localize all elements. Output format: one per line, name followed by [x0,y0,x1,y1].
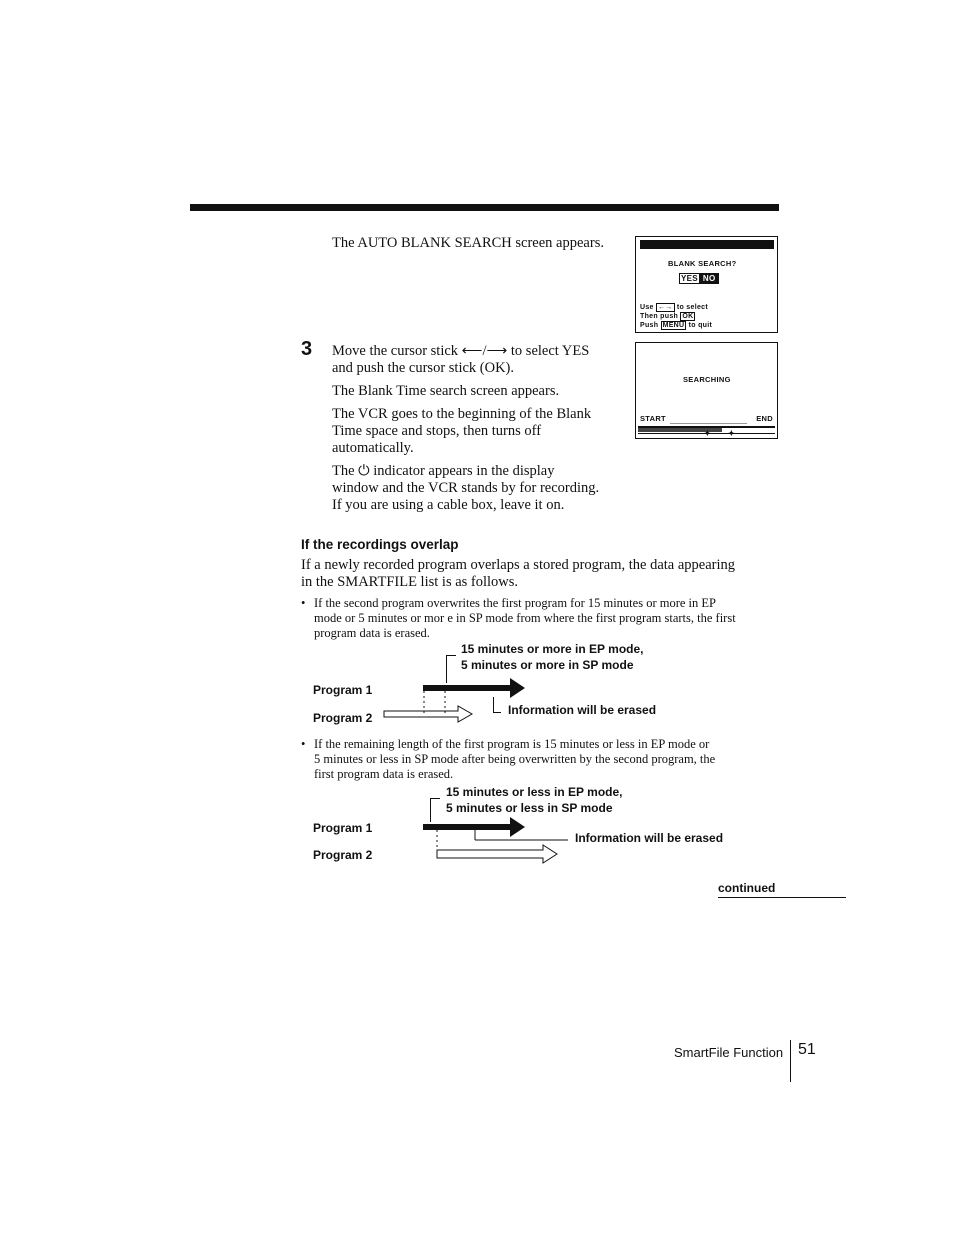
step-number: 3 [301,338,313,360]
bullet2-l1: If the remaining length of the first program is 15 minutes or less in EP mode or [314,737,710,751]
step3-para2: The Blank Time search screen appears. [332,383,560,399]
ok-key: OK [682,313,694,320]
end-label: END [756,414,773,423]
diag1-label-top1: 15 minutes or more in EP mode, [461,642,644,656]
arrow-keys-icon: ←→ [658,304,673,311]
option-no: NO [700,273,719,284]
step3-para4-l1: The ⏻ indicator appears in the display [332,463,555,479]
start-label: START [640,414,666,423]
diag2-bracket-top [430,798,440,799]
yes-no-selector [679,274,719,283]
searching-title: SEARCHING [683,375,731,384]
section-name: SmartFile Function [674,1045,784,1060]
tape-dots [670,423,747,424]
overlap-intro-l1: If a newly recorded program overlaps a stored program, the data appearing [301,557,736,573]
bullet1-l1: If the second program overwrites the first program for 15 minutes or more in EP [314,596,716,610]
diag2-program1: Program 1 [313,821,373,835]
diag1-label-top2: 5 minutes or more in SP mode [461,658,634,672]
step3-para3-l2: Time space and stops, then turns off [332,423,542,439]
program2-arrow-2 [437,845,557,863]
diag2-label-top1: 15 minutes or less in EP mode, [446,785,623,799]
step3-para3-l3: automatically. [332,440,414,456]
bullet-dot-1: • [301,596,306,610]
bullet2-l2: 5 minutes or less in SP mode after being overwritten by the second program, the [314,752,716,766]
diag1-erased-label: Information will be erased [508,703,657,717]
program1-arrow-2 [423,817,525,837]
diag2-arrows [415,812,575,867]
step3-line1: Move the cursor stick ⟵/⟶ to select YES [332,343,590,359]
diag2-label-top2: 5 minutes or less in SP mode [446,801,613,815]
footer-divider [790,1040,791,1082]
diag1-erase-bracket-v [493,697,494,713]
screen-title: BLANK SEARCH? [668,259,737,268]
header-rule [190,204,779,211]
diag1-arrows [380,675,540,725]
bullet1-l3: program data is erased. [314,626,430,640]
instr-use: Use [640,304,654,311]
page-number: 51 [798,1041,816,1058]
searching-screen [635,342,778,439]
overlap-intro-l2: in the SMARTFILE list is as follows. [301,574,519,590]
bullet-dot-2: • [301,737,306,751]
blank-search-screen [635,236,778,333]
bullet2-text [314,737,794,782]
instr-then-push: Then push [640,313,679,320]
step3-instructions [332,343,632,514]
menu-key: MENU [662,322,685,329]
screen-instructions [640,303,712,330]
diag2-erased-label: Information will be erased [575,831,724,845]
intro-text: The AUTO BLANK SEARCH screen appears. [332,235,604,251]
diag1-program2: Program 2 [313,711,373,725]
bullet1-text [314,596,794,641]
overlap-intro [301,557,791,591]
tape-marker-icon: ✦ [704,429,712,438]
tape-marker-icon-2: ✦ [728,429,736,438]
overlap-heading: If the recordings overlap [301,537,459,552]
option-yes: YES [681,274,698,283]
step3-para3-l1: The VCR goes to the beginning of the Blank [332,406,592,422]
diag2-program2: Program 2 [313,848,373,862]
continued-label: continued [718,881,776,895]
diag1-bracket-top [446,655,456,656]
step3-para4-l3: If you are using a cable box, leave it on. [332,497,565,513]
instr-push: Push [640,322,659,329]
instr-select: to select [676,304,708,311]
diag1-erase-bracket-h [493,712,501,713]
program2-arrow [384,706,472,722]
bullet2-l3: first program data is erased. [314,767,454,781]
instr-quit: to quit [688,322,713,329]
continued-rule [718,897,846,898]
program1-arrow [423,678,525,698]
step3-para4-l2: window and the VCR stands by for recording. [332,480,600,496]
step3-line2: and push the cursor stick (OK). [332,360,515,376]
bullet1-l2: mode or 5 minutes or mor e in SP mode from where the first program starts, the first [314,611,736,625]
screen-title-bar [640,240,774,249]
diag1-program1: Program 1 [313,683,373,697]
